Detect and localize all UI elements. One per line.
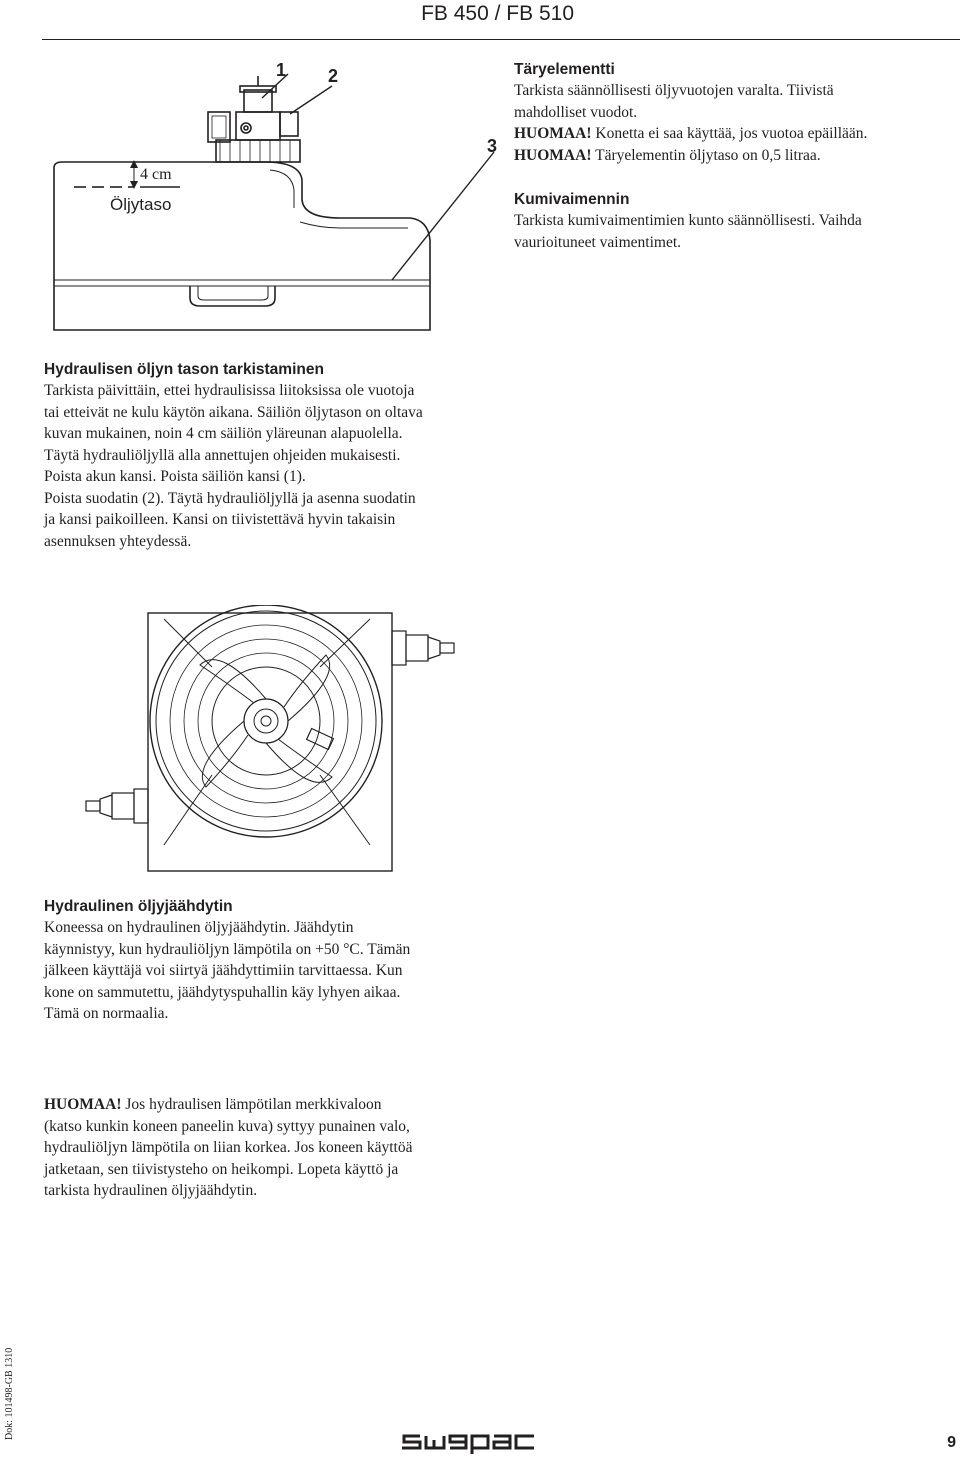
note-text: Täryelementin öljytaso on 0,5 litraa. [591,146,821,164]
body-line: Tarkista päivittäin, ettei hydraulisissa liitoksissa ole vuotoja [44,382,415,399]
section-body [514,210,862,253]
warning-line [44,1094,412,1116]
page-number: 9 [947,1434,956,1451]
body-line: kone on sammutettu, jäähdytyspuhallin käy lyhyen aikaa. [44,983,401,1001]
page-header-title: FB 450 / FB 510 [421,2,574,25]
note-line [514,123,867,145]
body-line: ja kansi paikoilleen. Kansi on tiivistettävä hyvin takaisin [44,511,396,528]
body-line: jatketaan, sen tiivistysteho on heikompi. Lopeta käyttö ja [44,1160,399,1178]
swepac-logo [400,1430,536,1454]
document-id [4,1340,14,1440]
section-oil-cooler [44,896,410,1025]
body-line: (katso kunkin koneen paneelin kuva) syttyy punainen valo, [44,1117,410,1135]
body-line: Poista akun kansi. Poista säiliön kansi (1). [44,468,306,485]
section-body [514,80,867,166]
section-rubber-dampers [514,189,862,253]
oil-level-label: Öljytaso [110,195,172,214]
body-line: tai etteivät ne kulu käytön aikana. Säiliön öljytason on oltava [44,403,423,421]
body-line: jälkeen käyttäjä voi siirtyä jäähdyttimiin tarvittaessa. Kun [44,962,403,979]
section-title: Kumivaimennin [514,191,630,208]
body-line: mahdolliset vuodot. [514,103,638,121]
section-title: Hydraulinen öljyjäähdytin [44,898,233,915]
swepac-logo-mark [400,1430,536,1454]
body-line: Koneessa on hydraulinen öljyjäähdytin. Jäähdytin [44,919,354,936]
body-line: asennuksen yhteydessä. [44,532,192,550]
note-prefix: HUOMAA! [514,125,592,142]
document-id-text: Dok: 101498-GB 1310 [4,1347,15,1440]
body-line: Tarkista säännöllisesti öljyvuotojen varalta. Tiivistä [514,82,834,99]
callout-3: 3 [487,136,498,156]
body-line: käynnistyy, kun hydrauliöljyn lämpötila on +50 °C. Tämän [44,940,411,958]
note-line [514,145,867,167]
body-line: vaurioituneet vaimentimet. [514,233,682,251]
section-body [44,917,410,1025]
section-oil-level [44,359,423,552]
note-prefix: HUOMAA! [514,146,592,164]
level-measure-label: 4 cm [140,166,172,183]
body-line: Tämä on normaalia. [44,1005,169,1022]
body-line: Täytä hydrauliöljyllä alla annettujen ohjeiden mukaisesti. [44,446,401,464]
section-title: Täryelementti [514,61,615,78]
body-line: hydrauliöljyn lämpötila on liian korkea. Jos koneen käyttöä [44,1139,413,1156]
warning-text: Jos hydraulisen lämpötilan merkkivaloon [121,1096,382,1113]
body-line: Poista suodatin (2). Täytä hydrauliöljyllä ja asenna suodatin [44,489,416,507]
oil-cooler-figure [80,605,470,875]
section-temperature-warning [44,1094,412,1202]
section-body [44,1094,412,1202]
body-line: tarkista hydraulinen öljyjäähdytin. [44,1182,258,1199]
warning-prefix: HUOMAA! [44,1096,122,1113]
header-rule [42,39,960,40]
section-vibration-element [514,59,867,166]
note-text: Konetta ei saa käyttää, jos vuotoa epäillään. [591,125,868,142]
callout-2: 2 [328,66,339,86]
body-line: Tarkista kumivaimentimien kunto säännöllisesti. Vaihda [514,212,862,229]
hydraulic-tank-figure [40,50,510,340]
body-line: kuvan mukainen, noin 4 cm säiliön yläreunan alapuolella. [44,425,403,442]
callout-1: 1 [276,60,287,80]
oil-cooler-drawing [80,605,470,875]
section-body [44,380,423,552]
section-title: Hydraulisen öljyn tason tarkistaminen [44,361,324,378]
